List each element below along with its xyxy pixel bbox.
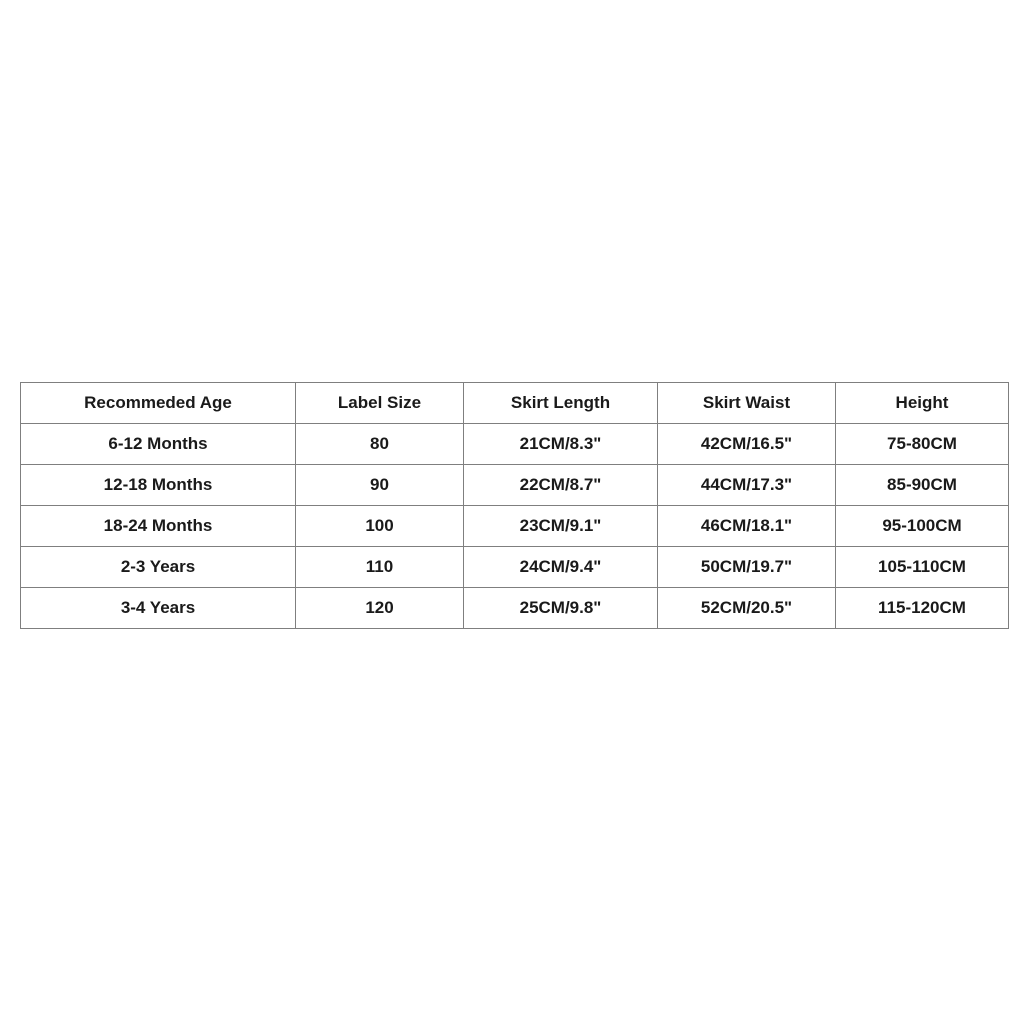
cell-age: 3-4 Years (21, 588, 296, 629)
size-chart-table (20, 382, 1009, 629)
cell-skirt-length: 24CM/9.4" (464, 547, 658, 588)
cell-label-size: 90 (296, 465, 464, 506)
cell-skirt-waist: 50CM/19.7" (658, 547, 836, 588)
cell-height: 95-100CM (836, 506, 1009, 547)
header-skirt-length: Skirt Length (464, 383, 658, 424)
table-row (21, 506, 1009, 547)
header-skirt-waist: Skirt Waist (658, 383, 836, 424)
cell-height: 115-120CM (836, 588, 1009, 629)
cell-skirt-waist: 46CM/18.1" (658, 506, 836, 547)
cell-skirt-length: 22CM/8.7" (464, 465, 658, 506)
table-row (21, 588, 1009, 629)
cell-height: 85-90CM (836, 465, 1009, 506)
cell-skirt-length: 21CM/8.3" (464, 424, 658, 465)
header-height: Height (836, 383, 1009, 424)
cell-age: 6-12 Months (21, 424, 296, 465)
cell-age: 18-24 Months (21, 506, 296, 547)
table-row (21, 465, 1009, 506)
cell-skirt-length: 25CM/9.8" (464, 588, 658, 629)
cell-height: 75-80CM (836, 424, 1009, 465)
cell-skirt-waist: 42CM/16.5" (658, 424, 836, 465)
cell-skirt-waist: 44CM/17.3" (658, 465, 836, 506)
header-recommended-age: Recommeded Age (21, 383, 296, 424)
cell-height: 105-110CM (836, 547, 1009, 588)
cell-label-size: 80 (296, 424, 464, 465)
table-row (21, 547, 1009, 588)
cell-age: 12-18 Months (21, 465, 296, 506)
table-row (21, 424, 1009, 465)
cell-label-size: 100 (296, 506, 464, 547)
cell-label-size: 110 (296, 547, 464, 588)
header-label-size: Label Size (296, 383, 464, 424)
cell-skirt-waist: 52CM/20.5" (658, 588, 836, 629)
table-header-row (21, 383, 1009, 424)
cell-skirt-length: 23CM/9.1" (464, 506, 658, 547)
cell-label-size: 120 (296, 588, 464, 629)
cell-age: 2-3 Years (21, 547, 296, 588)
